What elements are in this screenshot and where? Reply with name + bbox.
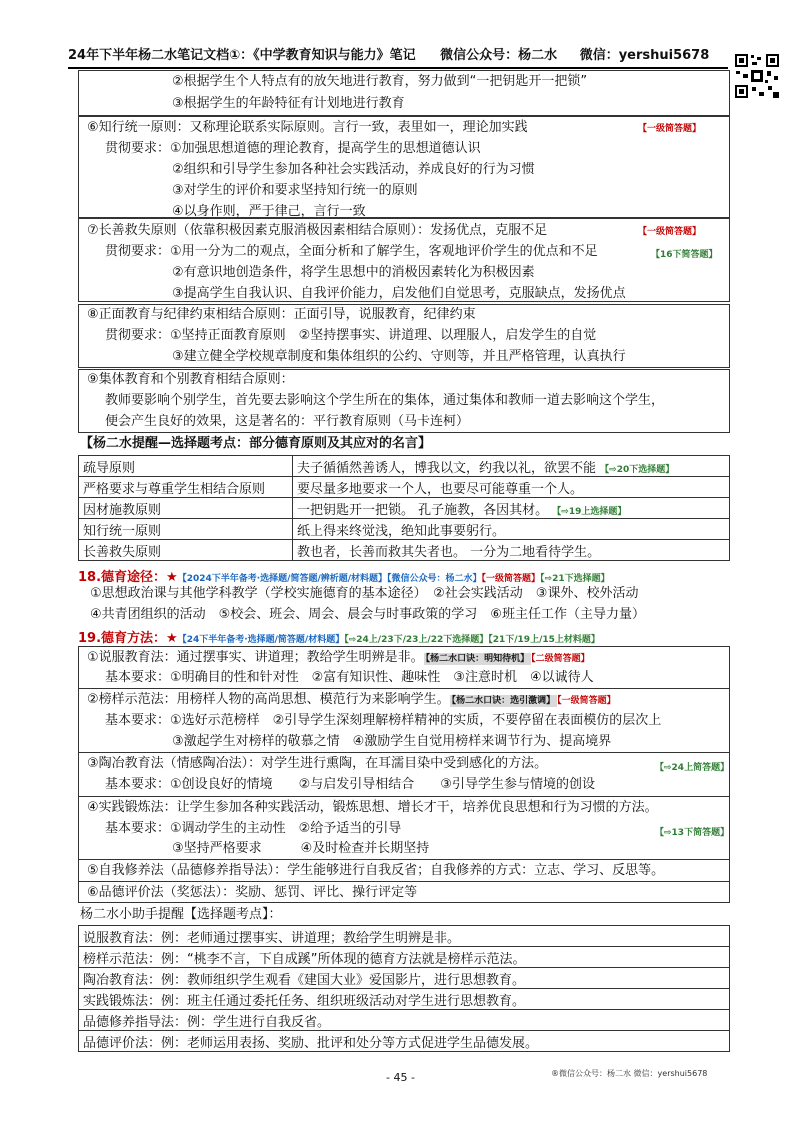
method-2-requirements-2: ③激起学生对榜样的敬慕之情 ④激励学生自觉用榜样来调节行为、提高境界 — [172, 734, 612, 749]
table-row — [79, 456, 730, 477]
principle-7-req-2: ②有意识地创造条件，将学生思想中的消极因素转化为积极因素 — [172, 265, 535, 280]
method-2-title: ②榜样示范法：用榜样人物的高尚思想、模范行为来影响学生。 【杨二水口诀：选引激调】 【一级简答题】 — [87, 692, 616, 707]
method-4-tag: 【⇨13下简答题】 — [655, 828, 730, 838]
example-cell: 品德评价法：例：老师运用表扬、奖励、批评和处分等方式促进学生品德发展。 — [79, 1031, 730, 1052]
example-cell: 品德修养指导法：例：学生进行自我反省。 — [79, 1010, 730, 1031]
method-2-requirements: 基本要求：①选好示范榜样 ②引导学生深刻理解榜样精神的实质，不要停留在表面模仿的层次上 — [105, 713, 662, 728]
page-header — [68, 44, 728, 66]
principle-7-req-1: 贯彻要求：①用一分为二的观点，全面分析和了解学生，客观地评价学生的优点和不足 — [105, 244, 598, 259]
page-number: - 45 - — [386, 1071, 415, 1084]
example-cell: 陶冶教育法：例：教师组织学生观看《建国大业》爱国影片，进行思想教育。 — [79, 968, 730, 989]
footer-credit: ®微信公众号：杨二水 微信：yershui5678 — [551, 1069, 708, 1078]
continuation-line-1: ②根据学生个人特点有的放矢地进行教育，努力做到“一把钥匙开一把锁” — [172, 74, 588, 89]
method-1-mnemonic: 【杨二水口诀：明知待机】 — [425, 654, 530, 664]
quote-text: 夫子循循然善诱人，博我以文，约我以礼，欲罢不能 【⇨20下选择题】 — [293, 456, 730, 477]
quote-principle: 疏导原则 — [79, 456, 293, 477]
table-row — [79, 498, 730, 519]
divider — [78, 688, 730, 689]
method-3-requirements: 基本要求：①创设良好的情境 ②与启发引导相结合 ③引导学生参与情境的创设 — [105, 777, 595, 792]
method-1-title: ①说服教育法：通过摆事实、讲道理；教给学生明辨是非。 【杨二水口诀：明知待机】 【二级简答题】 — [87, 650, 590, 665]
table-row — [79, 926, 730, 947]
header-divider — [68, 67, 728, 69]
divider — [78, 881, 730, 882]
header-title: 24年下半年杨二水笔记文档①：《中学教育知识与能力》笔记 — [68, 48, 416, 63]
principle-7-req-3: ③提高学生自我认识、自我评价能力，启发他们自觉思考，克服缺点，发扬优点 — [172, 286, 626, 301]
quote-text: 要尽量多地要求一个人，也要尽可能尊重一个人。 — [293, 477, 730, 498]
table-row — [79, 989, 730, 1010]
principle-8-req-1: 贯彻要求：①坚持正面教育原则 ②坚持摆事实、讲道理、以理服人，启发学生的自觉 — [105, 328, 597, 343]
example-cell: 榜样示范法：例：“桃李不言，下自成蹊”所体现的德育方法就是榜样示范法。 — [79, 947, 730, 968]
principle-7-tag-2: 【16下简答题】 — [651, 250, 718, 260]
section-18-heading: 18.德育途径：★【2024下半年备考·选择题/简答题/辨析题/材料题】【微信公众号：杨二水】【一级简答题】【⇨21下选择题】 — [78, 570, 610, 585]
quote-principle: 因材施教原则 — [79, 498, 293, 519]
example-cell: 说服教育法：例：老师通过摆事实、讲道理；教给学生明辨是非。 — [79, 926, 730, 947]
method-3-title: ③陶冶教育法（情感陶冶法）：对学生进行熏陶，在耳濡目染中受到感化的方法。 — [87, 756, 548, 771]
principle-7-tag: 【一级简答题】 — [638, 227, 702, 237]
principle-6-req-2: ②组织和引导学生参加各种社会实践活动，养成良好的行为习惯 — [172, 162, 535, 177]
continuation-line-2: ③根据学生的年龄特征有计划地进行教育 — [172, 96, 405, 111]
table-row — [79, 1010, 730, 1031]
method-2-mnemonic: 【杨二水口诀：选引激调】 — [451, 696, 556, 706]
section-19-heading: 19.德育方法：★【24下半年备考·选择题/简答题/材料题】【⇨24上/23下/23上/22下选择题】【21下/19上/15上材料题】 — [78, 631, 600, 646]
example-cell: 实践锻炼法：例：班主任通过委托任务、组织班级活动对学生进行思想教育。 — [79, 989, 730, 1010]
principle-6-req-4: ④以身作则，严于律己，言行一致 — [172, 204, 366, 219]
principle-quotes-table — [78, 455, 730, 561]
method-4-requirements-2: ③坚持严格要求 ④及时检查并长期坚持 — [172, 841, 430, 856]
method-4-requirements: 基本要求：①调动学生的主动性 ②给予适当的引导 — [105, 821, 402, 836]
reminder-methods-heading: 杨二水小助手提醒【选择题考点】： — [80, 907, 282, 922]
method-5: ⑤自我修养法（品德修养指导法）：学生能够进行自我反省；自我修养的方式：立志、学习、反思等。 — [87, 863, 665, 878]
method-1-requirements: 基本要求：①明确目的性和针对性 ②富有知识性、趣味性 ③注意时机 ④以诚待人 — [105, 670, 594, 685]
quote-principle: 严格要求与尊重学生相结合原则 — [79, 477, 293, 498]
header-wechat-public: 微信公众号：杨二水 — [440, 48, 558, 63]
quote-text: 一把钥匙开一把锁。 孔子施教，各因其材。 【⇨19上选择题】 — [293, 498, 730, 519]
table-row — [79, 1031, 730, 1052]
principle-6-title: ⑥知行统一原则：又称理论联系实际原则。言行一致，表里如一，理论加实践 — [87, 120, 528, 135]
quote-text: 教也者，长善而救其失者也。 一分为二地看待学生。 — [293, 540, 730, 561]
divider — [78, 859, 730, 860]
quote-tag: 【⇨19上选择题】 — [552, 506, 627, 517]
principle-9-line-1: 教师要影响个别学生，首先要去影响这个学生所在的集体，通过集体和教师一道去影响这个学生， — [105, 393, 665, 408]
method-4-title: ④实践锻炼法：让学生参加各种实践活动，锻炼思想、增长才干，培养优良思想和行为习惯的方法。 — [87, 800, 658, 815]
principle-8-req-2: ③建立健全学校规章制度和集体组织的公约、守则等，并且严格管理，认真执行 — [172, 349, 626, 364]
reminder-quotes-heading: 【杨二水提醒—选择题考点：部分德育原则及其应对的名言】 — [80, 436, 432, 451]
principle-6-tag: 【一级简答题】 — [638, 124, 702, 134]
section-18-line-1: ①思想政治课与其他学科教学（学校实施德育的基本途径） ②社会实践活动 ③课外、校外活动 — [90, 586, 639, 601]
principle-6-req-3: ③对学生的评价和要求坚持知行统一的原则 — [172, 183, 418, 198]
divider — [78, 752, 730, 753]
quote-text: 纸上得来终觉浅，绝知此事要躬行。 — [293, 519, 730, 540]
principle-8-title: ⑧正面教育与纪律约束相结合原则：正面引导，说服教育，纪律约束 — [87, 307, 476, 322]
method-3-tag: 【⇨24上简答题】 — [655, 763, 730, 773]
qr-code-icon — [733, 52, 781, 100]
method-6: ⑥品德评价法（奖惩法）：奖励、惩罚、评比、操行评定等 — [87, 885, 418, 900]
method-examples-table — [78, 925, 730, 1052]
quote-principle: 知行统一原则 — [79, 519, 293, 540]
header-wechat-id: 微信：yershui5678 — [579, 48, 710, 63]
quote-principle: 长善救失原则 — [79, 540, 293, 561]
quote-tag: 【⇨20下选择题】 — [600, 464, 675, 475]
table-row — [79, 519, 730, 540]
table-row — [79, 947, 730, 968]
divider — [78, 796, 730, 797]
principle-6-req-1: 贯彻要求：①加强思想道德的理论教育，提高学生的思想道德认识 — [105, 141, 481, 156]
principle-7-title: ⑦长善救失原则（依靠积极因素克服消极因素相结合原则）：发扬优点，克服不足 — [87, 223, 548, 238]
table-row — [79, 968, 730, 989]
table-row — [79, 540, 730, 561]
table-row — [79, 477, 730, 498]
principle-9-title: ⑨集体教育和个别教育相结合原则： — [87, 372, 294, 387]
section-18-line-2: ④共青团组织的活动 ⑤校会、班会、周会、晨会与时事政策的学习 ⑥班主任工作（主导力量） — [90, 607, 645, 622]
principle-9-line-2: 便会产生良好的效果，这是著名的：平行教育原则（马卡连柯） — [105, 414, 470, 429]
